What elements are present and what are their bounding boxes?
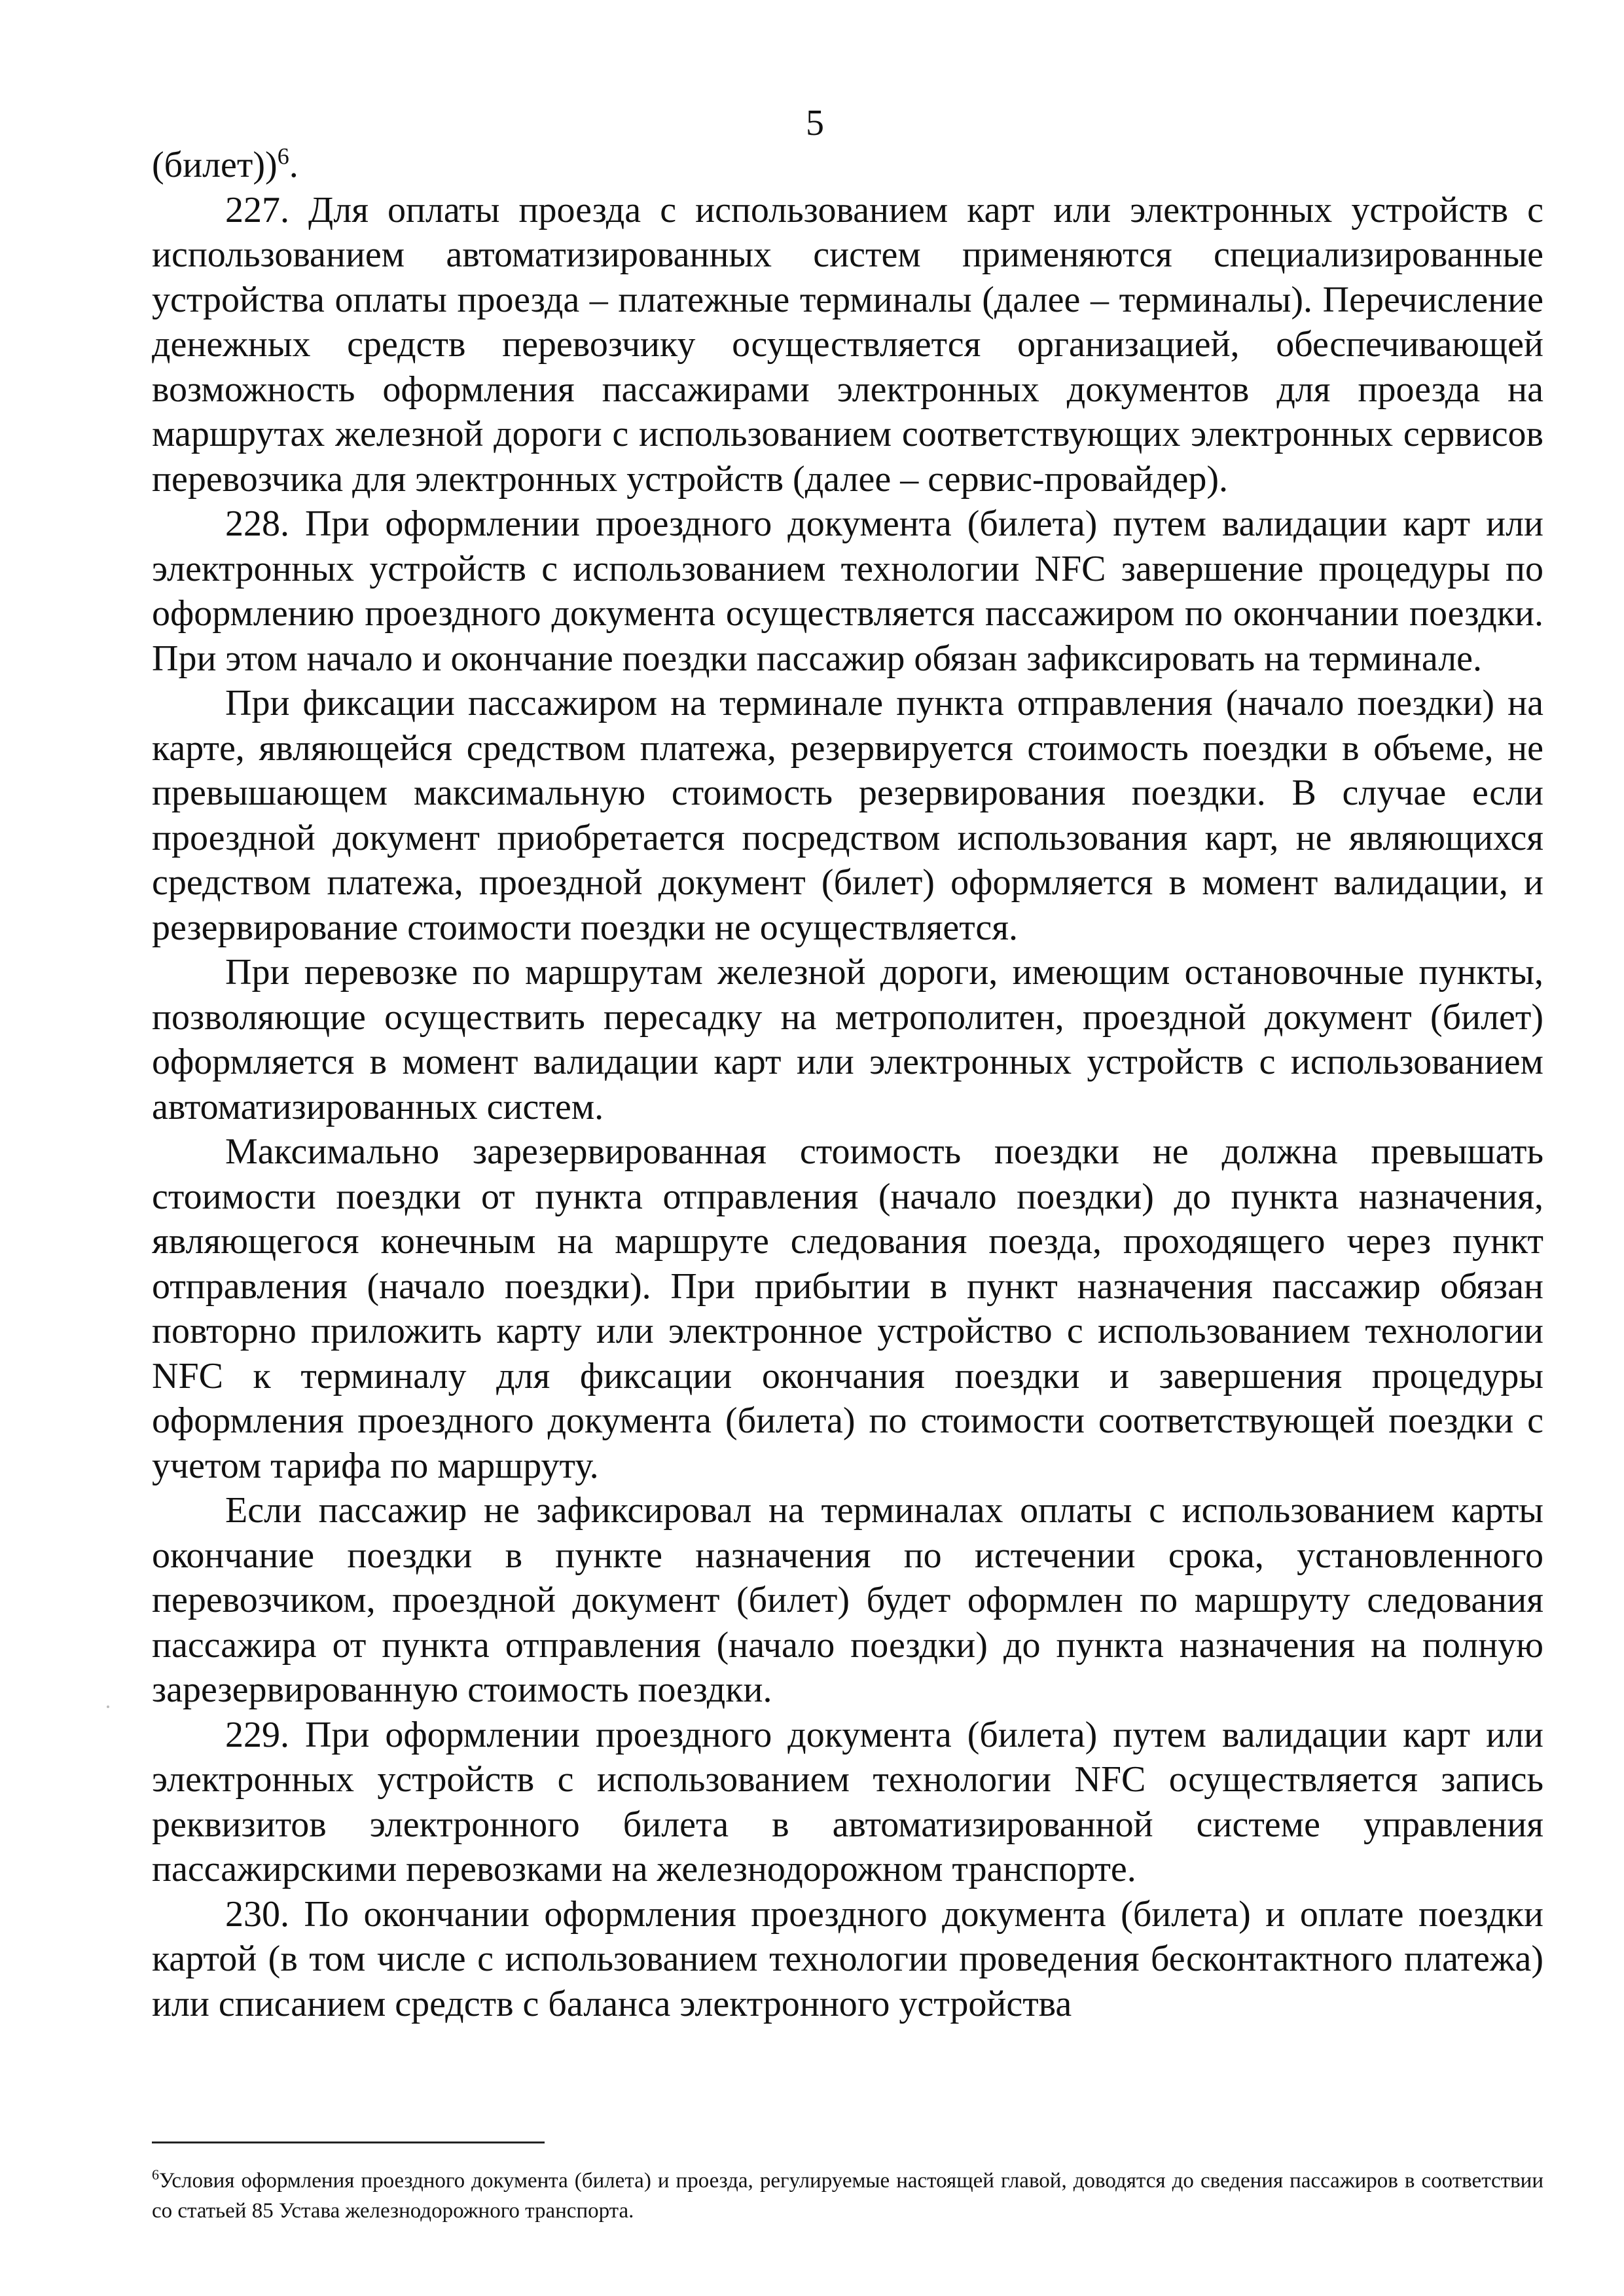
paragraph-228: 228. При оформлении проездного документа (билета) путем валидации карт или электронных устройств с использованием технологии NFC завершение процедуры по оформлению проездного документа осуществляется пассажиром по окончании поездки. При этом начало и окончание поездки пассажир обязан зафиксировать на терминале. xyxy=(152,503,1543,679)
paragraph-tail: . xyxy=(289,145,298,185)
page-number: 5 xyxy=(806,103,824,143)
paragraph-228-max-cost: Максимально зарезервированная стоимость поездки не должна превышать стоимости поездки от пункта отправления (начало поездки) до пункта назначения, являющегося конечным на маршруте следования поезда, проходящего через пункт отправления (начало поездки). При прибытии в пункт назначения пассажир обязан повторно приложить карту или электронное устройство с использованием технологии NFC к терминалу для фиксации окончания поездки и завершения процедуры оформления проездного документа (билета) по стоимости соответствующей поездки с учетом тарифа по маршруту. xyxy=(152,1131,1543,1486)
footnote-mark: 6 xyxy=(152,2166,159,2183)
footnote xyxy=(152,2166,1543,2226)
scan-dot xyxy=(107,1705,109,1708)
paragraph-227: 227. Для оплаты проезда с использованием карт или электронных устройств с использованием автоматизированных систем применяются специализированные устройства оплаты проезда – платежные терминалы (далее – терминалы). Перечисление денежных средств перевозчику осуществляется организацией, обеспечивающей возможность оформления пассажирами электронных документов для проезда на маршрутах железной дороги с использованием соответствующих электронных сервисов перевозчика для электронных устройств (далее – сервис-провайдер). xyxy=(152,189,1543,500)
paragraph-229: 229. При оформлении проездного документа (билета) путем валидации карт или электронных устройств с использованием технологии NFC осуществляется запись реквизитов электронного билета в автоматизированной системе управления пассажирскими перевозками на железнодорожном транспорте. xyxy=(152,1714,1543,1889)
footnote-text: Условия оформления проездного документа (билета) и проезда, регулируемые настоящей главой, доводятся до сведения пассажиров в соответствии со статьей 85 Устава железнодорожного транспорта. xyxy=(152,2169,1543,2223)
footnote-divider xyxy=(152,2141,545,2143)
paragraph-230: 230. По окончании оформления проездного документа (билета) и оплате поездки картой (в том числе с использованием технологии проведения бесконтактного платежа) или списанием средств с баланса электронного устройства xyxy=(152,1893,1543,2024)
document-body xyxy=(152,143,1543,2026)
footnote-reference: 6 xyxy=(277,143,289,170)
paragraph-continuation xyxy=(152,143,1543,188)
paragraph-228-transfer: При перевозке по маршрутам железной дороги, имеющим остановочные пункты, позволяющие осуществить пересадку на метрополитен, проездной документ (билет) оформляется в момент валидации карт или электронных устройств с использованием автоматизированных систем. xyxy=(152,952,1543,1127)
paragraph-text: (билет)) xyxy=(152,145,278,185)
paragraph-228-fixation: При фиксации пассажиром на терминале пункта отправления (начало поездки) на карте, являющейся средством платежа, резервируется стоимость поездки в объеме, не превышающем максимальную стоимость резервирования поездки. В случае если проездной документ приобретается посредством использования карт, не являющихся средством платежа, проездной документ (билет) оформляется в момент валидации, и резервирование стоимости поездки не осуществляется. xyxy=(152,683,1543,948)
paragraph-228-not-fixed: Если пассажир не зафиксировал на терминалах оплаты с использованием карты окончание поездки в пункте назначения по истечении срока, установленного перевозчиком, проездной документ (билет) будет оформлен по маршруту следования пассажира от пункта отправления (начало поездки) до пункта назначения на полную зарезервированную стоимость поездки. xyxy=(152,1490,1543,1710)
